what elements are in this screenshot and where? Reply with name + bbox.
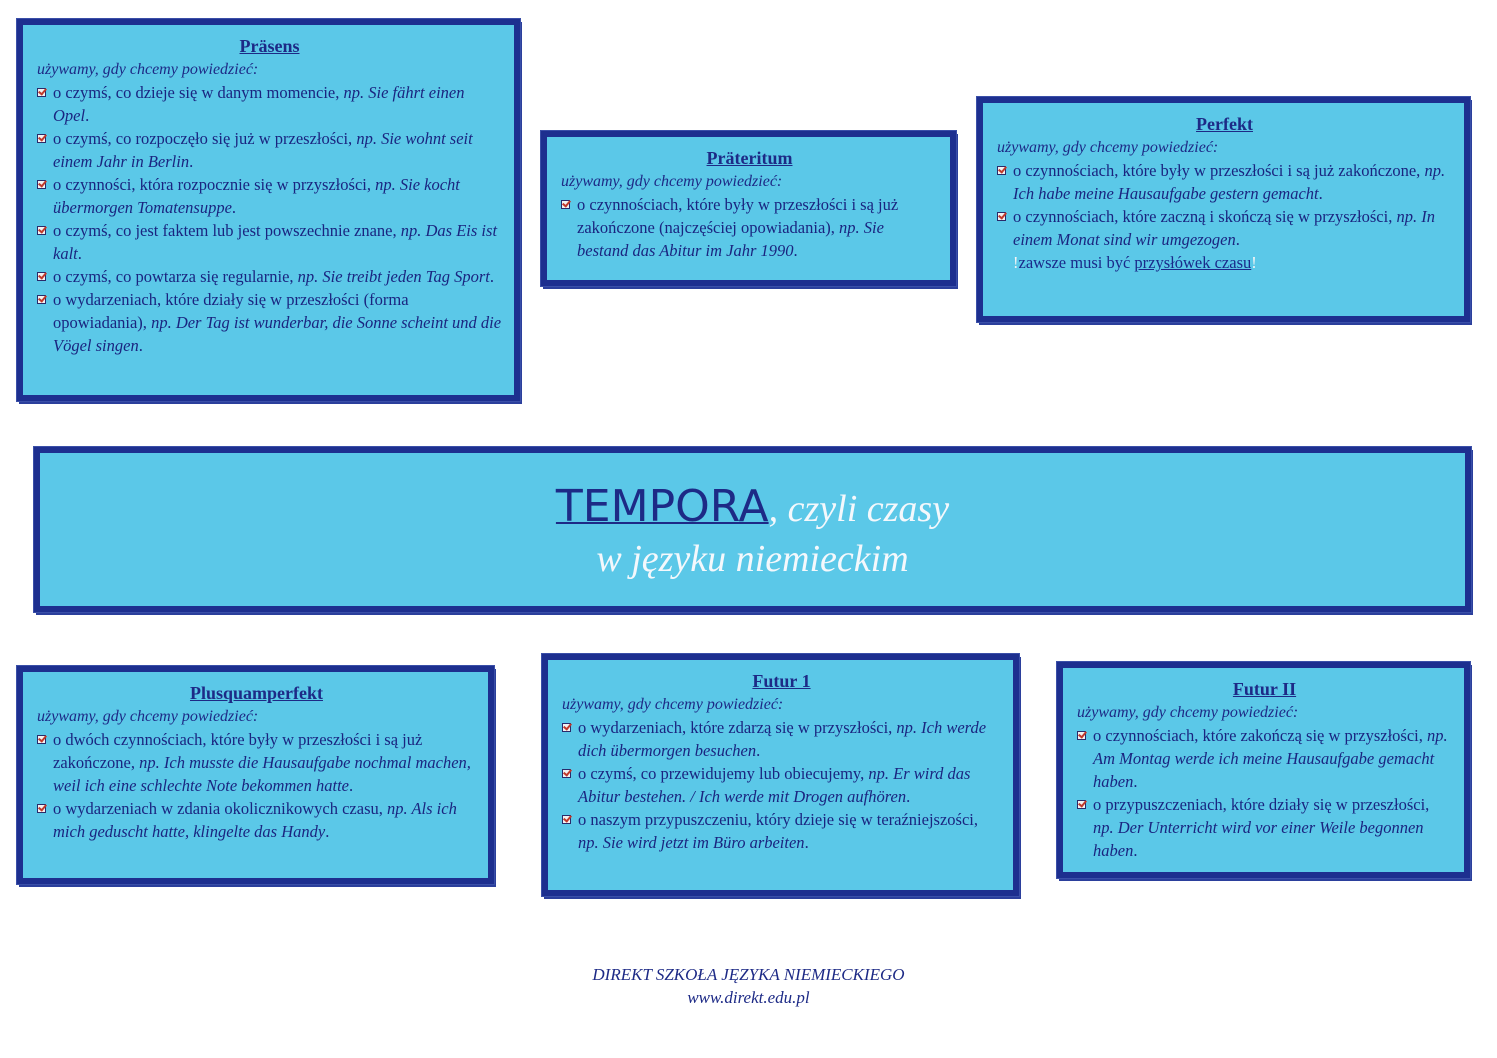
item-text: o czynnościach, które zaczną i skończą się w przyszłości, bbox=[1013, 207, 1397, 226]
note-link: przysłówek czasu bbox=[1134, 253, 1252, 272]
item-end: . bbox=[138, 336, 143, 355]
item-text: o czynności, która rozpocznie się w przyszłości, bbox=[53, 175, 376, 194]
footer-website-link[interactable]: www.direkt.edu.pl bbox=[687, 988, 810, 1007]
card-title: Präsens bbox=[239, 36, 300, 56]
checkbox-icon bbox=[37, 88, 46, 97]
item-example: np. Der Unterricht wird vor einer Weile begonnen haben bbox=[1093, 818, 1424, 860]
card-intro: używamy, gdy chcemy powiedzieć: bbox=[997, 139, 1219, 156]
item-example: np. Sie kocht übermorgen Tomatensuppe bbox=[53, 175, 460, 217]
checkbox-icon bbox=[37, 226, 46, 235]
checkbox-icon bbox=[562, 815, 571, 824]
item-example: np. Ich werde dich übermorgen besuchen bbox=[578, 718, 987, 760]
list-item bbox=[997, 159, 1452, 205]
item-example: np. Ich musste die Hausaufgabe nochmal machen, weil ich eine schlechte Note bekommen hatte bbox=[53, 753, 471, 795]
item-end: . bbox=[77, 244, 82, 263]
item-end: . bbox=[85, 106, 90, 125]
checkbox-icon bbox=[37, 804, 46, 813]
item-text: o czymś, co rozpoczęło się już w przeszłości, bbox=[53, 129, 357, 148]
card-intro: używamy, gdy chcemy powiedzieć: bbox=[561, 173, 783, 190]
card-perfekt bbox=[977, 97, 1470, 322]
checkbox-icon bbox=[997, 212, 1006, 221]
list-item bbox=[562, 808, 1001, 854]
checkbox-icon bbox=[1077, 800, 1086, 809]
item-text: o czymś, co jest faktem lub jest powszechnie znane, bbox=[53, 221, 401, 240]
card-intro: używamy, gdy chcemy powiedzieć: bbox=[1077, 704, 1299, 721]
list-item bbox=[37, 173, 502, 219]
checkbox-icon bbox=[562, 723, 571, 732]
item-end: . bbox=[1133, 841, 1138, 860]
item-end: . bbox=[756, 741, 761, 760]
header-title: TEMPORA bbox=[555, 481, 769, 532]
list-item bbox=[562, 716, 1001, 762]
card-title: Perfekt bbox=[1196, 114, 1253, 134]
header-line2: w języku niemieckim bbox=[596, 538, 909, 580]
item-example: np. Ich habe meine Hausaufgabe gestern gemacht bbox=[1013, 161, 1446, 203]
checkbox-icon bbox=[997, 166, 1006, 175]
checkbox-icon bbox=[37, 180, 46, 189]
item-example: np. Als ich mich geduscht hatte, klingelte das Handy bbox=[53, 799, 457, 841]
item-end: . bbox=[1318, 184, 1323, 203]
card-intro: używamy, gdy chcemy powiedzieć: bbox=[37, 708, 259, 725]
header-subtitle: , czyli czasy bbox=[768, 488, 950, 530]
item-end: . bbox=[231, 198, 237, 217]
header-line1 bbox=[40, 481, 1465, 535]
list-item bbox=[997, 205, 1452, 251]
checkbox-icon bbox=[561, 200, 570, 209]
item-text: o wydarzeniach, które zdarzą się w przyszłości, bbox=[578, 718, 897, 737]
note-text: zawsze musi być bbox=[1018, 253, 1135, 272]
item-text: o czynnościach, które były w przeszłości i są już zakończone (najczęściej opowiadania), bbox=[577, 195, 899, 237]
item-end: . bbox=[1133, 772, 1138, 791]
item-text: o czymś, co przewidujemy lub obiecujemy, bbox=[578, 764, 869, 783]
card-title: Präteritum bbox=[706, 148, 793, 168]
list-item bbox=[37, 127, 502, 173]
card-futur2 bbox=[1057, 662, 1470, 878]
item-end: . bbox=[804, 833, 809, 852]
list-item bbox=[37, 81, 502, 127]
item-text: o wydarzeniach, które działy się w przeszłości (forma opowiadania), bbox=[53, 290, 409, 332]
item-end: . bbox=[906, 787, 911, 806]
header-banner bbox=[34, 447, 1471, 612]
item-example: np. Er wird das Abitur bestehen. / Ich werde mit Drogen aufhören bbox=[578, 764, 971, 806]
item-example: np. Am Montag werde ich meine Hausaufgabe gemacht haben bbox=[1093, 726, 1448, 791]
checkbox-icon bbox=[37, 295, 46, 304]
list-item bbox=[562, 762, 1001, 808]
item-text: o dwóch czynnościach, które były w przeszłości i są już zakończone, bbox=[53, 730, 423, 772]
usage-list bbox=[1077, 724, 1452, 862]
item-example: np. Das Eis ist kalt bbox=[53, 221, 498, 263]
checkbox-icon bbox=[37, 134, 46, 143]
note-exclaim-end: ! bbox=[1251, 253, 1257, 272]
list-item bbox=[37, 288, 502, 357]
item-example: np. Sie treibt jeden Tag Sport bbox=[297, 267, 490, 286]
item-example: np. Sie bestand das Abitur im Jahr 1990 bbox=[577, 218, 884, 260]
item-text: o czymś, co dzieje się w danym momencie, bbox=[53, 83, 344, 102]
card-title: Plusquamperfekt bbox=[189, 683, 323, 703]
item-end: . bbox=[1235, 230, 1240, 249]
card-prasens bbox=[17, 19, 520, 401]
usage-list bbox=[37, 81, 502, 357]
usage-list bbox=[997, 159, 1452, 251]
item-end: . bbox=[189, 152, 194, 171]
item-example: np. Sie fährt einen Opel bbox=[53, 83, 465, 125]
card-intro: używamy, gdy chcemy powiedzieć: bbox=[37, 61, 259, 78]
usage-list bbox=[562, 716, 1001, 854]
item-example: np. Der Tag ist wunderbar, die Sonne scheint und die Vögel singen bbox=[53, 313, 502, 355]
list-item bbox=[37, 265, 502, 288]
item-text: o czynnościach, które zakończą się w przyszłości, bbox=[1093, 726, 1427, 745]
checkbox-icon bbox=[1077, 731, 1086, 740]
card-title: Futur 1 bbox=[752, 671, 811, 691]
checkbox-icon bbox=[562, 769, 571, 778]
list-item bbox=[37, 219, 502, 265]
card-title: Futur II bbox=[1232, 679, 1297, 699]
item-text: o czynnościach, które były w przeszłości i są już zakończone, bbox=[1013, 161, 1425, 180]
list-item bbox=[1077, 724, 1452, 793]
usage-list bbox=[561, 193, 938, 262]
item-example: np. Sie wird jetzt im Büro arbeiten bbox=[578, 833, 805, 852]
item-text: o naszym przypuszczeniu, który dzieje się w teraźniejszości, bbox=[578, 810, 978, 829]
card-plusquamperfekt bbox=[17, 666, 494, 884]
footer bbox=[0, 963, 1497, 1009]
item-text: o czymś, co powtarza się regularnie, bbox=[53, 267, 298, 286]
item-end: . bbox=[489, 267, 494, 286]
footer-school-name: DIREKT SZKOŁA JĘZYKA NIEMIECKIEGO bbox=[592, 965, 905, 984]
card-intro: używamy, gdy chcemy powiedzieć: bbox=[562, 696, 784, 713]
item-example: np. In einem Monat sind wir umgezogen bbox=[1013, 207, 1435, 249]
checkbox-icon bbox=[37, 735, 46, 744]
perfekt-note bbox=[997, 251, 1452, 274]
item-end: . bbox=[793, 241, 798, 260]
card-futur1 bbox=[542, 654, 1019, 896]
note-exclaim: ! bbox=[1013, 253, 1019, 272]
usage-list bbox=[37, 728, 476, 843]
list-item bbox=[37, 797, 476, 843]
item-example: np. Sie wohnt seit einem Jahr in Berlin bbox=[53, 129, 473, 171]
list-item bbox=[1077, 793, 1452, 862]
card-prateritum bbox=[541, 131, 956, 286]
item-end: . bbox=[325, 822, 330, 841]
item-text: o przypuszczeniach, które działy się w przeszłości, bbox=[1093, 795, 1430, 814]
list-item bbox=[561, 193, 938, 262]
list-item bbox=[37, 728, 476, 797]
item-text: o wydarzeniach w zdania okolicznikowych czasu, bbox=[53, 799, 387, 818]
checkbox-icon bbox=[37, 272, 46, 281]
item-end: . bbox=[348, 776, 354, 795]
